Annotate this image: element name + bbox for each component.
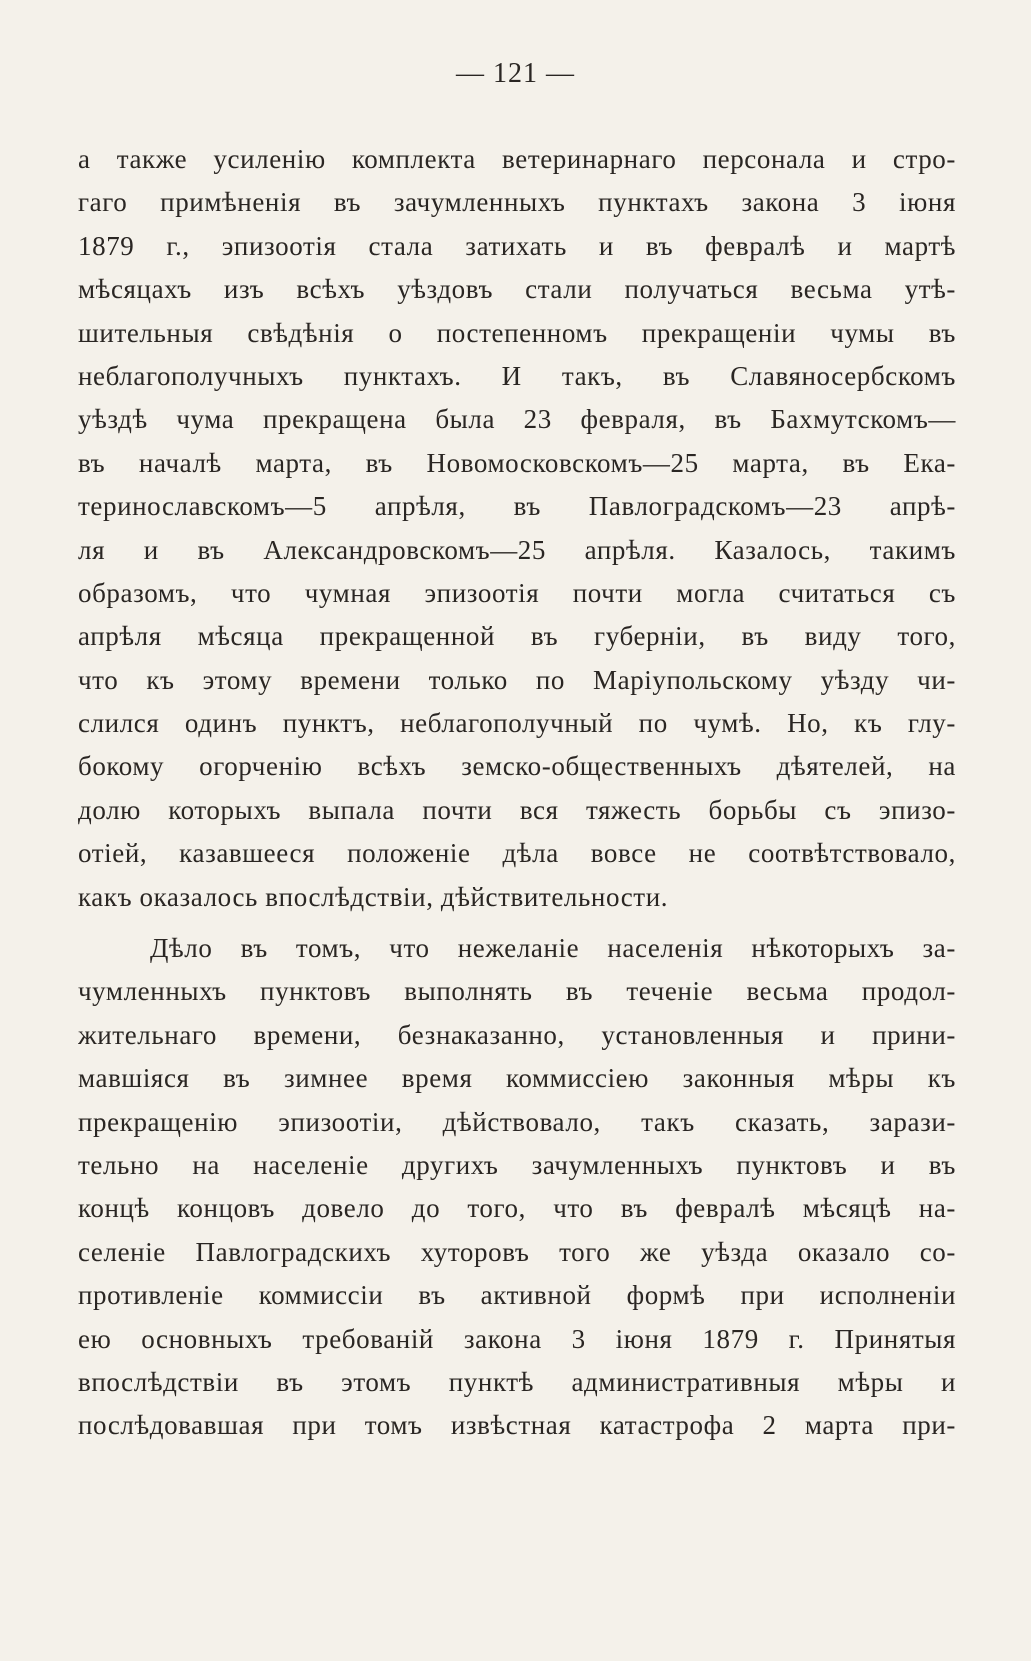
paragraph-2 (78, 927, 956, 1448)
paragraph-1 (78, 138, 956, 919)
text-line: въ началѣ марта, въ Новомосковскомъ—25 марта, въ Ека- (78, 447, 956, 478)
text-line: образомъ, что чумная эпизоотія почти могла считаться съ (78, 577, 956, 608)
text-line: послѣдовавшая при томъ извѣстная катастрофа 2 марта при- (78, 1410, 956, 1441)
paragraph-gap (78, 919, 956, 927)
text-line: жительнаго времени, безнаказанно, установленныя и прини- (78, 1019, 956, 1050)
page-number: — 121 — (456, 58, 575, 89)
text-line: Дѣло въ томъ, что нежеланіе населенія нѣкоторыхъ за- (150, 933, 956, 964)
text-line: уѣздѣ чума прекращена была 23 февраля, въ Бахмутскомъ— (78, 404, 956, 435)
text-line: впослѣдствіи въ этомъ пунктѣ административныя мѣры и (78, 1366, 956, 1397)
text-line: прекращенію эпизоотіи, дѣйствовало, такъ сказать, зарази- (78, 1106, 956, 1137)
text-line: бокому огорченію всѣхъ земско-общественныхъ дѣятелей, на (78, 751, 956, 782)
body-text (78, 138, 956, 1448)
text-line: мавшіяся въ зимнее время коммиссіею законныя мѣры къ (78, 1063, 956, 1094)
text-line: гаго примѣненія въ зачумленныхъ пунктахъ закона 3 іюня (78, 187, 956, 218)
text-line: противленіе коммиссіи въ активной формѣ при исполненіи (78, 1280, 956, 1311)
text-line: селеніе Павлоградскихъ хуторовъ того же уѣзда оказало со- (78, 1236, 956, 1267)
text-line: слился одинъ пунктъ, неблагополучный по чумѣ. Но, къ глу- (78, 708, 956, 739)
text-line: долю которыхъ выпала почти вся тяжесть борьбы съ эпизо- (78, 794, 956, 825)
text-line: шительныя свѣдѣнія о постепенномъ прекращеніи чумы въ (78, 317, 956, 348)
text-line: чумленныхъ пунктовъ выполнять въ теченіе весьма продол- (78, 976, 956, 1007)
text-line: ля и въ Александровскомъ—25 апрѣля. Казалось, такимъ (78, 534, 956, 565)
text-line: апрѣля мѣсяца прекращенной въ губерніи, въ виду того, (78, 621, 956, 652)
text-line: тельно на населеніе другихъ зачумленныхъ пунктовъ и въ (78, 1149, 956, 1180)
text-line: а также усиленію комплекта ветеринарнаго персонала и стро- (78, 144, 956, 174)
text-line: неблагополучныхъ пунктахъ. И такъ, въ Славяносербскомъ (78, 360, 956, 391)
text-line: ею основныхъ требованій закона 3 іюня 1879 г. Принятыя (78, 1323, 956, 1354)
text-line: теринославскомъ—5 апрѣля, въ Павлоградскомъ—23 апрѣ- (78, 491, 956, 522)
text-line: концѣ концовъ довело до того, что въ февралѣ мѣсяцѣ на- (78, 1193, 956, 1224)
text-line: что къ этому времени только по Маріупольскому уѣзду чи- (78, 664, 956, 695)
text-line: какъ оказалось впослѣдствіи, дѣйствительности. (78, 881, 669, 912)
text-line: отіей, казавшееся положеніе дѣла вовсе не соотвѣтствовало, (78, 838, 956, 869)
text-line: 1879 г., эпизоотія стала затихать и въ февралѣ и мартѣ (78, 230, 956, 261)
text-line: мѣсяцахъ изъ всѣхъ уѣздовъ стали получаться весьма утѣ- (78, 274, 956, 305)
